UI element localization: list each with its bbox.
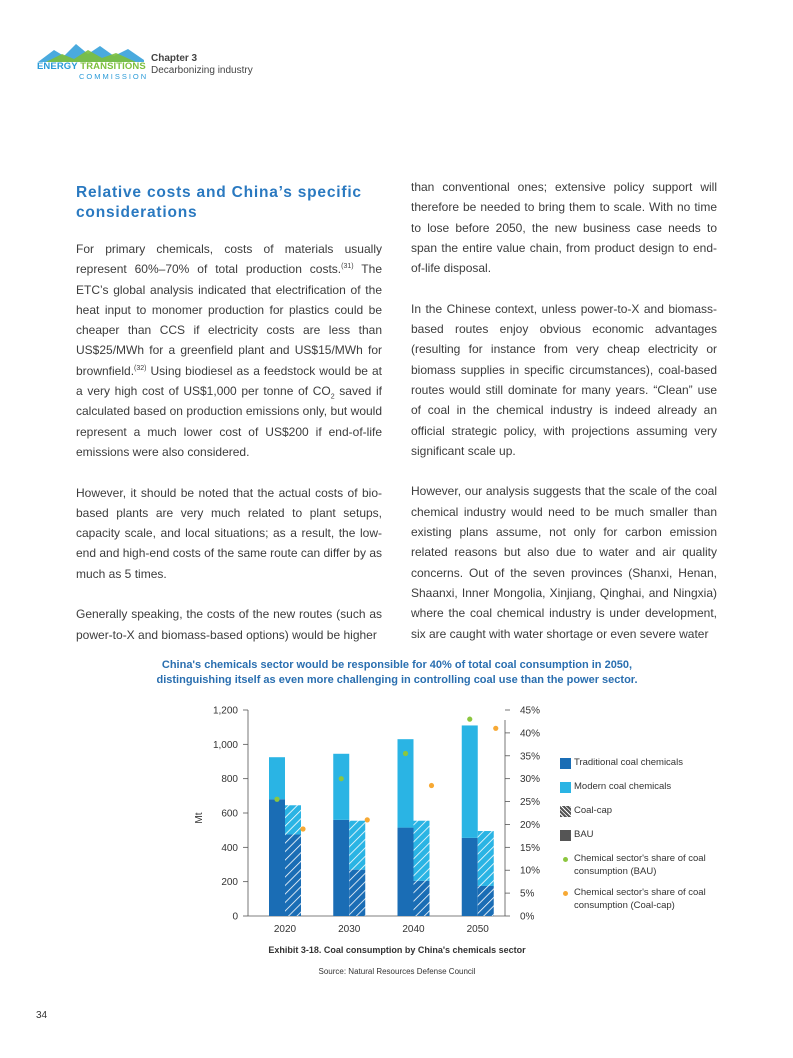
y-tick-label: 1,000 (212, 739, 238, 751)
right-column (411, 177, 717, 664)
y2-tick-label: 25% (520, 797, 541, 809)
section-title: Relative costs and China’s specific considerations (76, 184, 362, 221)
bar-cap-modern (414, 821, 430, 881)
legend-swatch (560, 782, 571, 793)
legend-label: Modern coal chemicals (574, 781, 672, 792)
logo-subtext: COMMISSION (79, 72, 149, 81)
x-tick-label: 2020 (273, 924, 297, 935)
y-tick-label: 0 (232, 911, 238, 923)
share-bau-point (339, 776, 344, 781)
paragraph: For primary chemicals, costs of materials usually represent 60%–70% of total production costs.$^{(31)}$ The ETC’s global analysis indicated that electrification of the heat input to monomer production for plastics could be cheaper than CCS if electricity costs are less than US$25/MWh for a greenfield plant and US$15/MWh for brownfield.$^{(32)}$ Using biodiesel as a feedstock would be at a very high cost of US$1,000 per tonne of $CO_2$ saved if calculated based on production emissions only, but would represent a much lower cost of US$200 if end-of-life emissions were also considered. (76, 242, 382, 459)
y2-tick-label: 35% (520, 751, 541, 763)
bar-bau-traditional (398, 828, 414, 916)
logo-text: ENERGY TRANSITIONS (37, 61, 146, 72)
figure-caption: Exhibit 3-18. Coal consumption by China's chemicals sector (268, 945, 526, 955)
y2-tick-label: 20% (520, 819, 541, 831)
bar-bau-traditional (462, 838, 478, 916)
reference: (32) (134, 364, 147, 372)
share-cap-point (300, 826, 305, 831)
legend-dot (563, 857, 568, 862)
legend-label: Coal-cap (574, 805, 613, 816)
bar-cap-traditional (414, 881, 430, 916)
bar-cap-traditional (349, 870, 365, 916)
paragraph: However, our analysis suggests that the scale of the coal chemical industry would need to be much smaller than existing plans assume, not only for carbon emission related reasons but also due to water and air quality concerns. Out of the seven provinces (Shanxi, Henan, Shaanxi, Inner Mongolia, Xinjiang, Qinghai, and Ningxia) where the coal chemical industry is under development, six are caught with water shortage or even severe water (411, 484, 717, 641)
legend-swatch (560, 758, 571, 769)
share-bau-point (467, 717, 472, 722)
paragraph: than conventional ones; extensive policy support will therefore be needed to bring them to scale. With no time to lose before 2050, the new business case needs to span the entire value chain, from product design to end-of-life disposal. (411, 180, 717, 276)
y-tick-label: 200 (221, 877, 238, 889)
x-tick-label: 2040 (402, 924, 425, 935)
share-cap-point (365, 817, 370, 822)
bar-cap-modern (285, 805, 301, 834)
y-axis-label: Mt (194, 812, 205, 824)
page-number: 34 (36, 1010, 48, 1021)
bar-cap-modern (478, 831, 494, 886)
x-tick-label: 2050 (466, 924, 489, 935)
bar-bau-traditional (333, 820, 349, 916)
y-tick-label: 400 (221, 842, 238, 854)
bar-bau-modern (333, 754, 349, 820)
x-tick-label: 2030 (338, 924, 361, 935)
y2-tick-label: 40% (520, 728, 541, 740)
legend-label: BAU (574, 829, 594, 840)
bar-bau-modern (269, 757, 285, 799)
bar-cap-traditional (478, 886, 494, 916)
legend-swatch (560, 830, 571, 841)
y2-tick-label: 15% (520, 842, 541, 854)
y2-tick-label: 45% (520, 705, 541, 717)
y-tick-label: 800 (221, 774, 238, 786)
share-bau-point (403, 751, 408, 756)
bar-cap-traditional (285, 834, 301, 916)
legend-label: Chemical sector's share of coal consumption (BAU) (574, 853, 706, 877)
legend-dot (563, 891, 568, 896)
reference: (31) (341, 263, 354, 271)
y-tick-label: 1,200 (212, 705, 238, 717)
y2-tick-label: 5% (520, 888, 535, 900)
left-column (76, 183, 382, 665)
figure-title: China's chemicals sector would be responsible for 40% of total coal consumption in 2050, distinguishing itself as even more challenging in controlling coal use than the power sector. (156, 659, 638, 686)
share-cap-point (493, 726, 498, 731)
share-cap-point (429, 783, 434, 788)
legend-swatch (560, 806, 571, 817)
paragraph: In the Chinese context, unless power-to-X and biomass-based routes enjoy obvious economic advantages (resulting for instance from very cheap electricity or biomass supplies in specific circumstances), coal-based routes would still dominate for many years. “Clean” use of coal in the chemical industry is indeed already an official strategic policy, with projections assuming very significant scale up. (411, 301, 717, 458)
y-tick-label: 600 (221, 808, 238, 820)
y2-tick-label: 10% (520, 865, 541, 877)
paragraph: However, it should be noted that the actual costs of bio-based plants are very much related to plant setups, capacity scale, and local situations; as a result, the low-end and high-end costs of the same route can differ by as much as 5 times. (76, 485, 382, 581)
paragraph: Generally speaking, the costs of the new routes (such as power-to-X and biomass-based options) would be higher (76, 607, 382, 642)
bar-bau-traditional (269, 799, 285, 916)
y2-tick-label: 30% (520, 774, 541, 786)
legend-label: Traditional coal chemicals (574, 757, 683, 768)
chapter-number: Chapter 3 (151, 53, 198, 64)
y2-tick-label: 0% (520, 911, 535, 923)
bar-cap-modern (349, 821, 365, 870)
bar-bau-modern (462, 725, 478, 837)
figure-source: Source: Natural Resources Defense Council (318, 967, 476, 976)
share-bau-point (274, 797, 279, 802)
legend-label: Chemical sector's share of coal consumption (Coal-cap) (574, 887, 706, 911)
chapter-subtitle: Decarbonizing industry (151, 65, 253, 76)
chapter-header (151, 53, 253, 77)
